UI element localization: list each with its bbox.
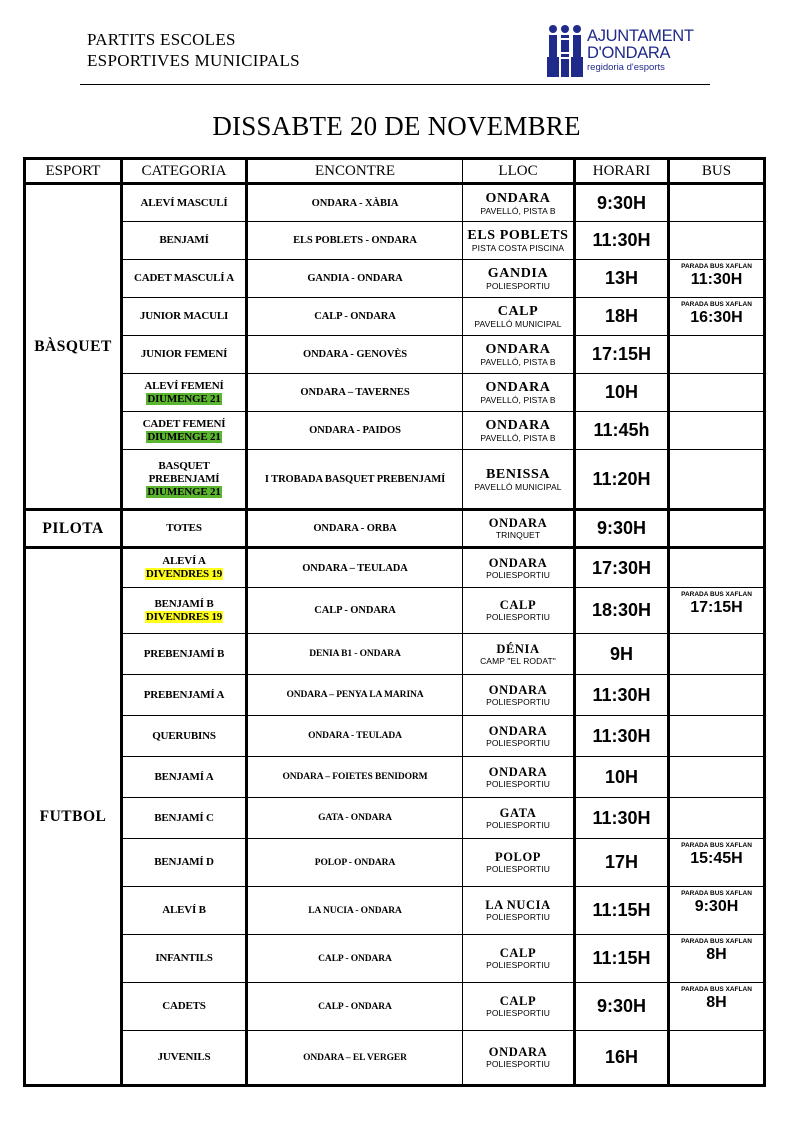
column-header-bus: BUS <box>669 159 765 184</box>
category-cell <box>122 716 247 757</box>
sport-futbol: FUTBOL <box>25 548 122 1086</box>
column-header-lloc: LLOC <box>463 159 575 184</box>
venue-cell <box>463 548 575 588</box>
venue-name: CALP <box>499 994 537 1008</box>
venue-cell <box>463 336 575 374</box>
bus-time: 11:30H <box>690 271 743 288</box>
bus-cell <box>669 935 765 983</box>
venue-cell <box>463 374 575 412</box>
match-cell: ONDARA – TEULADA <box>247 548 463 588</box>
match-cell: CALP - ONDARA <box>247 983 463 1031</box>
table-row <box>25 510 765 548</box>
match-cell: ONDARA – FOIETES BENIDORM <box>247 757 463 798</box>
venue-name: ONDARA <box>485 190 551 206</box>
venue-name: LA NUCIA <box>485 898 551 912</box>
table-row <box>25 336 765 374</box>
venue-detail: POLIESPORTIU <box>486 1059 550 1069</box>
table-row <box>25 757 765 798</box>
category-label: TOTES <box>166 522 202 534</box>
category-cell <box>122 757 247 798</box>
time-cell: 11:30H <box>575 716 669 757</box>
schedule-table <box>23 157 766 1087</box>
time-cell: 9:30H <box>575 184 669 222</box>
venue-cell <box>463 798 575 839</box>
category-cell <box>122 1031 247 1086</box>
day-tag: DIUMENGE 21 <box>147 392 221 405</box>
match-cell: ONDARA - XÀBIA <box>247 184 463 222</box>
venue-name: POLOP <box>494 850 542 864</box>
table-row <box>25 374 765 412</box>
match-cell: ELS POBLETS - ONDARA <box>247 222 463 260</box>
category-label: JUVENILS <box>157 1051 211 1063</box>
venue-detail: POLIESPORTIU <box>486 912 550 922</box>
schedule-body <box>25 184 765 1086</box>
venue-detail: PAVELLÓ MUNICIPAL <box>474 481 562 492</box>
venue-name: DÉNIA <box>496 641 540 656</box>
time-cell: 11:30H <box>575 675 669 716</box>
bus-cell <box>669 757 765 798</box>
category-cell <box>122 935 247 983</box>
time-cell: 18:30H <box>575 588 669 634</box>
venue-name: ONDARA <box>485 418 551 433</box>
category-label: ALEVÍ FEMENÍ <box>144 379 224 392</box>
bus-cell <box>669 839 765 887</box>
category-label: PREBENJAMÍ B <box>143 647 225 660</box>
table-row <box>25 798 765 839</box>
match-cell: ONDARA - PAIDOS <box>247 412 463 450</box>
logo-name-line-1: AJUNTAMENT <box>587 27 694 45</box>
venue-name: ONDARA <box>488 723 548 738</box>
category-cell <box>122 798 247 839</box>
category-label-line-2: PREBENJAMÍ <box>148 472 220 485</box>
table-row <box>25 412 765 450</box>
venue-cell <box>463 412 575 450</box>
category-label: ALEVÍ MASCULÍ <box>140 196 228 209</box>
venue-detail: CAMP "EL RODAT" <box>480 655 556 666</box>
bus-stop-label: PARADA BUS XAFLAN <box>681 938 752 945</box>
venue-detail: POLIESPORTIU <box>486 737 550 748</box>
table-row <box>25 222 765 260</box>
venue-name: BENISSA <box>485 466 551 482</box>
category-label: CADET MASCULÍ A <box>133 272 235 284</box>
venue-cell <box>463 260 575 298</box>
venue-detail: POLIESPORTIU <box>486 569 550 580</box>
venue-cell <box>463 887 575 935</box>
category-cell <box>122 887 247 935</box>
time-cell: 16H <box>575 1031 669 1086</box>
venue-name: ONDARA <box>488 764 548 779</box>
time-cell: 17:15H <box>575 336 669 374</box>
table-row <box>25 935 765 983</box>
venue-detail: PAVELLÓ MUNICIPAL <box>474 319 562 329</box>
time-cell: 11:30H <box>575 222 669 260</box>
venue-cell <box>463 634 575 675</box>
header-line-2: ESPORTIVES MUNICIPALS <box>87 51 300 70</box>
time-cell: 10H <box>575 757 669 798</box>
category-cell <box>122 374 247 412</box>
time-cell: 9H <box>575 634 669 675</box>
table-row <box>25 887 765 935</box>
time-cell: 13H <box>575 260 669 298</box>
table-row <box>25 548 765 588</box>
venue-detail: POLIESPORTIU <box>486 864 550 874</box>
bus-cell <box>669 222 765 260</box>
category-label: BENJAMÍ C <box>154 811 214 824</box>
category-cell <box>122 222 247 260</box>
bus-cell <box>669 412 765 450</box>
bus-cell <box>669 634 765 675</box>
venue-name: CALP <box>499 946 537 960</box>
venue-detail: PAVELLÓ, PISTA B <box>480 433 556 443</box>
bus-time: 16:30H <box>690 309 743 326</box>
table-row <box>25 298 765 336</box>
bus-cell <box>669 374 765 412</box>
venue-name: ONDARA <box>485 342 551 357</box>
category-label: JUNIOR FEMENÍ <box>140 348 228 360</box>
venue-cell <box>463 510 575 548</box>
bus-cell <box>669 1031 765 1086</box>
match-cell: ONDARA - ORBA <box>247 510 463 548</box>
table-row <box>25 260 765 298</box>
logo-subtitle: regidoria d'esports <box>587 62 665 73</box>
bus-time: 15:45H <box>690 850 743 867</box>
category-cell <box>122 412 247 450</box>
venue-name: ONDARA <box>488 1045 548 1059</box>
match-cell: CALP - ONDARA <box>247 935 463 983</box>
category-cell <box>122 450 247 510</box>
category-cell <box>122 510 247 548</box>
table-row <box>25 450 765 510</box>
match-cell: GATA - ONDARA <box>247 798 463 839</box>
bus-cell <box>669 260 765 298</box>
table-row <box>25 184 765 222</box>
category-label: ALEVÍ A <box>162 555 206 567</box>
match-cell: ONDARA - TEULADA <box>247 716 463 757</box>
bus-cell <box>669 298 765 336</box>
time-cell: 9:30H <box>575 510 669 548</box>
venue-cell <box>463 222 575 260</box>
column-header-esport: ESPORT <box>25 159 122 184</box>
venue-name: GATA <box>499 805 537 820</box>
match-cell: POLOP - ONDARA <box>247 839 463 887</box>
category-label: BASQUET <box>158 459 210 472</box>
venue-cell <box>463 757 575 798</box>
venue-name: ELS POBLETS <box>467 228 569 243</box>
page-title: DISSABTE 20 DE NOVEMBRE <box>212 111 581 141</box>
bus-cell <box>669 716 765 757</box>
category-label: INFANTILS <box>155 952 213 964</box>
table-row <box>25 588 765 634</box>
venue-cell <box>463 839 575 887</box>
bus-cell <box>669 798 765 839</box>
logo-text <box>587 28 694 74</box>
match-cell: DENIA B1 - ONDARA <box>247 634 463 675</box>
bus-cell <box>669 510 765 548</box>
time-cell: 17H <box>575 839 669 887</box>
ajuntament-logo <box>547 22 717 80</box>
category-label: CADET FEMENÍ <box>142 417 226 430</box>
bus-stop-label: PARADA BUS XAFLAN <box>681 842 752 849</box>
bus-cell <box>669 887 765 935</box>
time-cell: 11:15H <box>575 887 669 935</box>
venue-detail: PISTA COSTA PISCINA <box>471 243 565 253</box>
bus-time: 9:30H <box>694 898 739 915</box>
table-row <box>25 839 765 887</box>
bus-stop-label: PARADA BUS XAFLAN <box>681 591 752 598</box>
day-tag: DIUMENGE 21 <box>147 485 221 498</box>
time-cell: 10H <box>575 374 669 412</box>
category-cell <box>122 184 247 222</box>
match-cell: CALP - ONDARA <box>247 588 463 634</box>
category-label: QUERUBINS <box>152 729 216 742</box>
bus-cell <box>669 184 765 222</box>
match-cell: GANDIA - ONDARA <box>247 260 463 298</box>
table-row <box>25 675 765 716</box>
category-cell <box>122 839 247 887</box>
bus-cell <box>669 588 765 634</box>
header-divider <box>80 84 710 85</box>
venue-detail: PAVELLÓ, PISTA B <box>480 357 556 367</box>
venue-cell <box>463 1031 575 1086</box>
venue-name: ONDARA <box>488 555 548 570</box>
category-cell <box>122 675 247 716</box>
venue-name: ONDARA <box>488 682 548 697</box>
category-label: PREBENJAMÍ A <box>143 688 225 701</box>
sport-pilota: PILOTA <box>25 510 122 548</box>
category-label: CADETS <box>162 1000 206 1012</box>
bus-time: 8H <box>706 994 727 1011</box>
venue-detail: POLIESPORTIU <box>486 1008 550 1018</box>
venue-detail: POLIESPORTIU <box>486 778 550 789</box>
document-header <box>87 29 300 71</box>
venue-name: CALP <box>499 598 537 612</box>
venue-detail: TRINQUET <box>495 530 541 540</box>
column-header-encontre: ENCONTRE <box>247 159 463 184</box>
category-cell <box>122 634 247 675</box>
venue-detail: POLIESPORTIU <box>486 696 550 707</box>
match-cell: ONDARA – TAVERNES <box>247 374 463 412</box>
venue-detail: PAVELLÓ, PISTA B <box>480 205 556 216</box>
category-cell <box>122 260 247 298</box>
venue-cell <box>463 588 575 634</box>
venue-name: CALP <box>497 304 539 319</box>
venue-detail: POLIESPORTIU <box>486 281 550 291</box>
time-cell: 11:15H <box>575 935 669 983</box>
match-cell: ONDARA – PENYA LA MARINA <box>247 675 463 716</box>
category-cell <box>122 983 247 1031</box>
table-row <box>25 716 765 757</box>
venue-name: ONDARA <box>485 380 551 395</box>
category-label: BENJAMÍ D <box>154 856 214 868</box>
venue-cell <box>463 983 575 1031</box>
time-cell: 9:30H <box>575 983 669 1031</box>
table-row <box>25 634 765 675</box>
match-cell: I TROBADA BASQUET PREBENJAMÍ <box>247 450 463 510</box>
bus-cell <box>669 548 765 588</box>
category-label: ALEVÍ B <box>162 904 206 916</box>
day-tag: DIUMENGE 21 <box>147 430 221 443</box>
bus-cell <box>669 336 765 374</box>
time-cell: 18H <box>575 298 669 336</box>
column-header-horari: HORARI <box>575 159 669 184</box>
venue-cell <box>463 675 575 716</box>
category-label: BENJAMÍ A <box>154 770 214 783</box>
category-cell <box>122 588 247 634</box>
venue-name: ONDARA <box>488 516 548 530</box>
category-label: BENJAMÍ B <box>154 597 214 610</box>
table-row <box>25 983 765 1031</box>
bus-time: 17:15H <box>690 599 743 616</box>
sport-basquet: BÀSQUET <box>25 184 122 510</box>
time-cell: 11:30H <box>575 798 669 839</box>
people-emblem-icon <box>547 24 583 78</box>
match-cell: CALP - ONDARA <box>247 298 463 336</box>
category-cell <box>122 298 247 336</box>
day-tag: DIVENDRES 19 <box>145 610 223 623</box>
venue-cell <box>463 716 575 757</box>
venue-detail: POLIESPORTIU <box>486 612 550 622</box>
time-cell: 17:30H <box>575 548 669 588</box>
bus-stop-label: PARADA BUS XAFLAN <box>681 986 752 993</box>
match-cell: LA NUCIA - ONDARA <box>247 887 463 935</box>
table-row <box>25 1031 765 1086</box>
bus-stop-label: PARADA BUS XAFLAN <box>681 890 752 897</box>
bus-time: 8H <box>706 946 727 963</box>
bus-stop-label: PARADA BUS XAFLAN <box>681 301 752 308</box>
bus-stop-label: PARADA BUS XAFLAN <box>681 263 752 270</box>
table-header-row <box>25 159 765 184</box>
venue-detail: POLIESPORTIU <box>486 819 550 830</box>
category-label: BENJAMÍ <box>159 234 209 246</box>
time-cell: 11:20H <box>575 450 669 510</box>
bus-cell <box>669 983 765 1031</box>
match-cell: ONDARA - GENOVÈS <box>247 336 463 374</box>
venue-cell <box>463 450 575 510</box>
day-tag: DIVENDRES 19 <box>145 568 223 580</box>
venue-name: GANDIA <box>487 266 549 281</box>
bus-cell <box>669 675 765 716</box>
venue-cell <box>463 298 575 336</box>
category-cell <box>122 336 247 374</box>
column-header-categoria: CATEGORIA <box>122 159 247 184</box>
bus-cell <box>669 450 765 510</box>
category-cell <box>122 548 247 588</box>
time-cell: 11:45h <box>575 412 669 450</box>
venue-detail: PAVELLÓ, PISTA B <box>480 395 556 405</box>
logo-name-line-2: D'ONDARA <box>587 44 671 62</box>
venue-cell <box>463 184 575 222</box>
venue-detail: POLIESPORTIU <box>486 960 550 970</box>
category-label: JUNIOR MACULI <box>139 310 229 322</box>
match-cell: ONDARA – EL VERGER <box>247 1031 463 1086</box>
header-line-1: PARTITS ESCOLES <box>87 30 236 49</box>
venue-cell <box>463 935 575 983</box>
